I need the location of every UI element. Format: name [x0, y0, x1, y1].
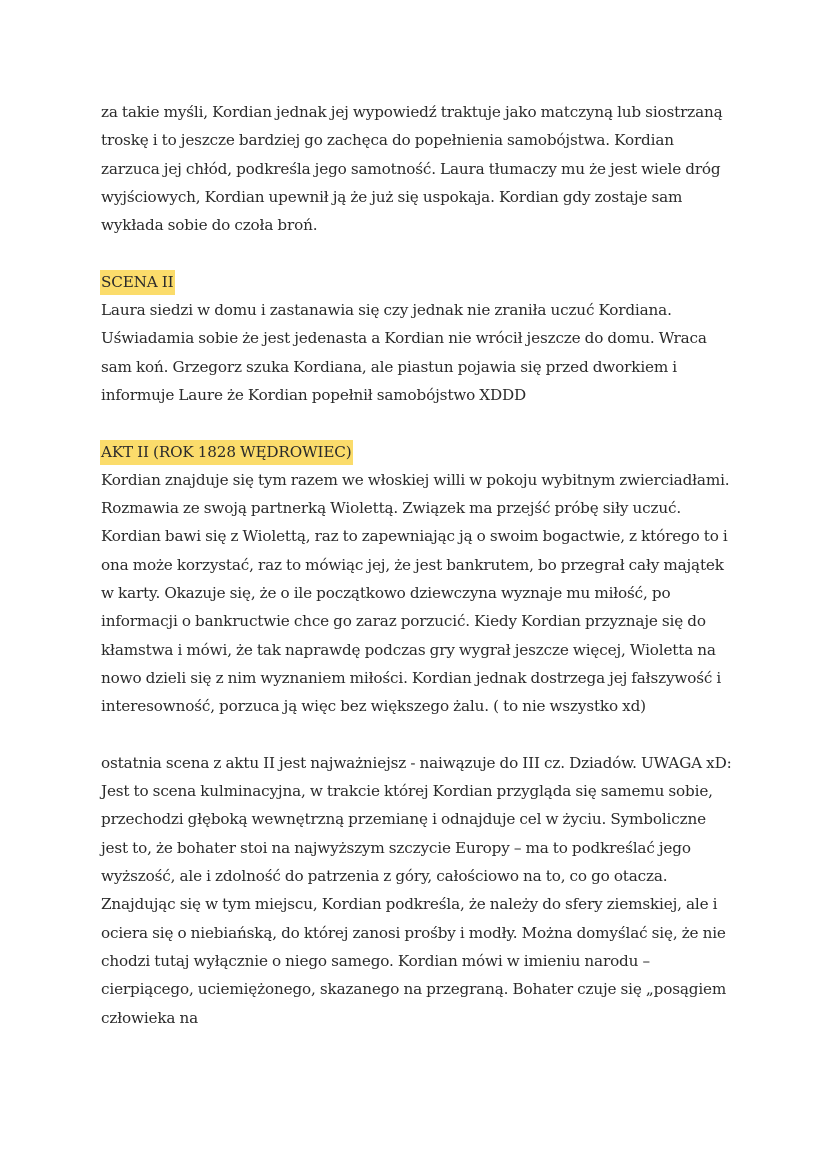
paragraph-culmination: Jest to scena kulminacyjna, w trakcie której Kordian przygląda się samemu sobie, przechodzi głęboką wewnętrzną przemianę i odnajduje cel w życiu. Symboliczne jest to, że bohater stoi na najwyższym szczycie Europy – ma to podkreślać jego wyższość, ale i zdolność do patrzenia z góry, całościowo na to, co go otacza. Znajdując się w tym miejscu, Kordian podkreśla, że należy do sfery ziemskiej, ale i ociera się o niebiańską, do której zanosi prośby i modły. Można domyślać się, że nie chodzi tutaj wyłącznie o niego samego. Kordian mówi w imieniu narodu – cierpiącego, uciemiężonego, skazanego na przegraną. Bohater czuje się „posągiem człowieka na	[101, 782, 727, 1027]
paragraph-gap	[101, 409, 733, 437]
paragraph-scene2: Laura siedzi w domu i zastanawia się czy jednak nie zraniła uczuć Kordiana. Uświadamia sobie że jest jedenasta a Kordian nie wrócił jeszcze do domu. Wraca sam koń. Grzegorz szuka Kordiana, ale piastun pojawia się przed dworkiem i informuje Laure że Kordian popełnił samobójstwo XDDD	[101, 301, 707, 404]
heading-act-2: AKT II (ROK 1828 WĘDROWIEC)	[100, 440, 353, 465]
heading-scene-2: SCENA II	[100, 270, 175, 295]
paragraph-gap	[101, 239, 733, 267]
heading-line-scene2	[101, 268, 733, 296]
paragraph-act2: Kordian znajduje się tym razem we włoskiej willi w pokoju wybitnym zwierciadłami. Rozmawia ze swoją partnerką Wiolettą. Związek ma przejść próbę siły uczuć. Kordian bawi się z Wiolettą, raz to zapewniając ją o swoim bogactwie, z którego to i ona może korzystać, raz to mówiąc jej, że jest bankrutem, bo przegrał cały majątek w karty. Okazuje się, że o ile początkowo dziewczyna wyznaje mu miłość, po informacji o bankructwie chce go zaraz porzucić. Kiedy Kordian przyznaje się do kłamstwa i mówi, że tak naprawdę podczas gry wygrał jeszcze więcej, Wioletta na nowo dzieli się z nim wyznaniem miłości. Kordian jednak dostrzega jej fałszywość i interesowność, porzuca ją więc bez większego żalu. ( to nie wszystko xd)	[101, 470, 730, 716]
heading-line-act2	[101, 438, 733, 466]
paragraph-note: ostatnia scena z aktu II jest najważniejsz - naiwązuje do III cz. Dziadów. UWAGA xD:	[101, 753, 732, 772]
document-body	[101, 98, 733, 1032]
paragraph-scene1-end: za takie myśli, Kordian jednak jej wypowiedź traktuje jako matczyną lub siostrzaną troskę i to jeszcze bardziej go zachęca do popełnienia samobójstwa. Kordian zarzuca jej chłód, podkreśla jego samotność. Laura tłumaczy mu że jest wiele dróg wyjściowych, Kordian upewnił ją że już się uspokaja. Kordian gdy zostaje sam wykłada sobie do czoła broń.	[101, 103, 723, 235]
paragraph-gap	[101, 721, 733, 749]
